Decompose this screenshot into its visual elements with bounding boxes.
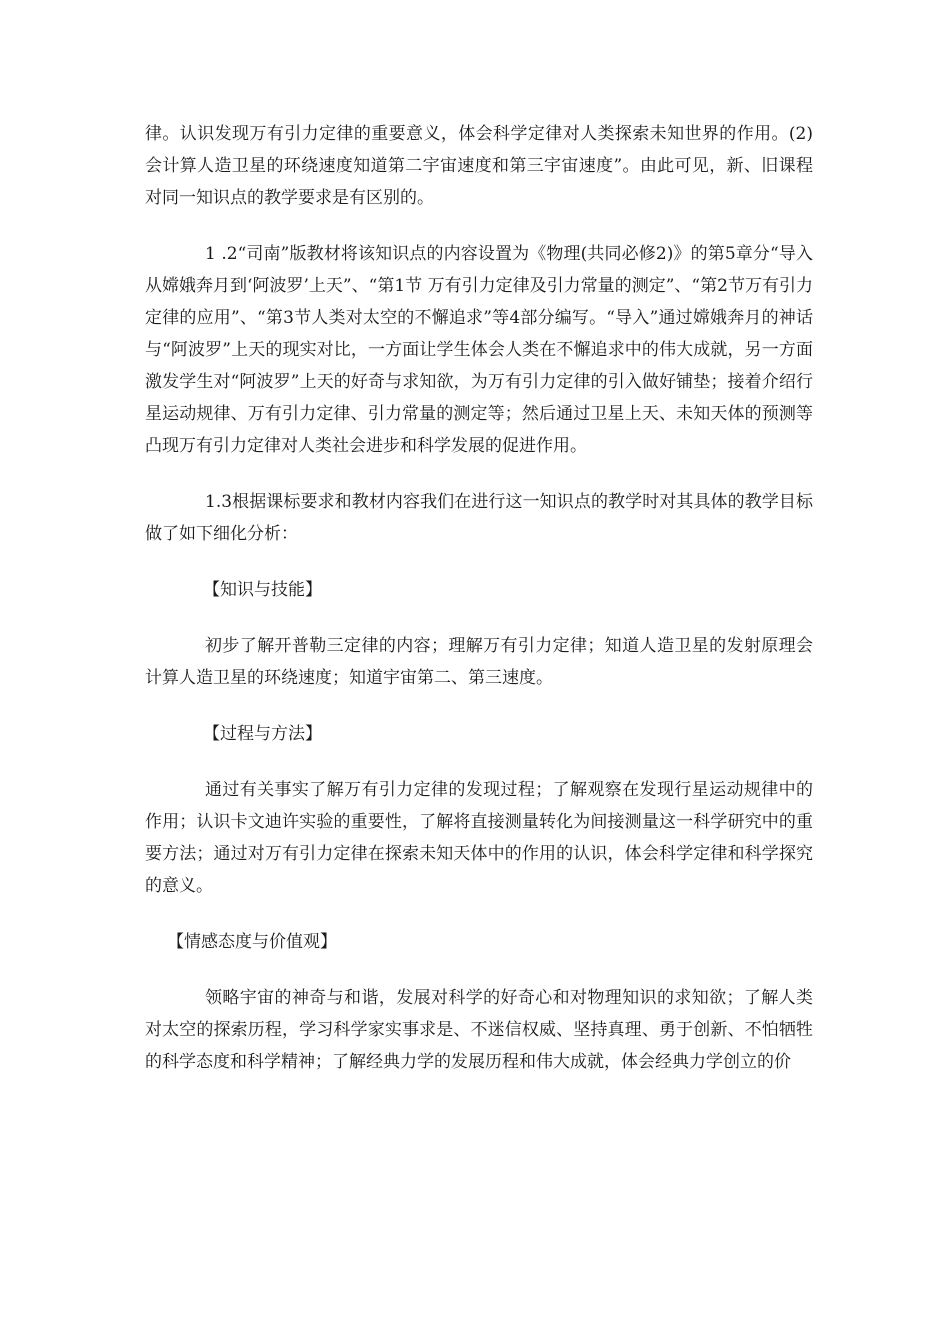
- section-heading-knowledge-skills: 【知识与技能】: [203, 580, 322, 600]
- paragraph-2: 1 .2“司南”版教材将该知识点的内容设置为《物理(共同必修2)》的第5章分“导入从嫦娥奔月到‘阿波罗’上天”、“第1节 万有引力定律及引力常量的测定”、“第2节万有引力定律的应用”、“第3节人类对太空的不懈追求”等4部分编写。“导入”通过嫦娥奔月的神话与“阿波罗”上天的现实对比，一方面让学生体会人类在不懈追求中的伟大成就，另一方面激发学生对“阿波罗”上天的好奇与求知欲，为万有引力定律的引入做好铺垫；接着介绍行星运动规律、万有引力定律、引力常量的测定等；然后通过卫星上天、未知天体的预测等凸现万有引力定律对人类社会进步和科学发展的促进作用。: [145, 244, 813, 456]
- paragraph-1: 律。认识发现万有引力定律的重要意义，体会科学定律对人类探索未知世界的作用。(2)会计算人造卫星的环绕速度知道第二宇宙速度和第三宇宙速度”。由此可见，新、旧课程对同一知识点的教学要求是有区别的。: [145, 124, 813, 208]
- paragraph-5: 通过有关事实了解万有引力定律的发现过程；了解观察在发现行星运动规律中的作用；认识卡文迪许实验的重要性，了解将直接测量转化为间接测量这一科学研究中的重要方法；通过对万有引力定律在探索未知天体中的作用的认识，体会科学定律和科学探究的意义。: [145, 780, 813, 896]
- paragraph-4: 初步了解开普勒三定律的内容；理解万有引力定律；知道人造卫星的发射原理会计算人造卫星的环绕速度；知道宇宙第二、第三速度。: [145, 636, 813, 688]
- paragraph-6: 领略宇宙的神奇与和谐，发展对科学的好奇心和对物理知识的求知欲；了解人类对太空的探索历程，学习科学家实事求是、不迷信权威、坚持真理、勇于创新、不怕牺牲的科学态度和科学精神；了解经典力学的发展历程和伟大成就，体会经典力学创立的价: [145, 988, 813, 1072]
- section-heading-process-method: 【过程与方法】: [203, 724, 322, 744]
- section-heading-emotion-values: 【情感态度与价值观】: [167, 932, 337, 952]
- document-body: [145, 118, 813, 1102]
- paragraph-3: 1.3根据课标要求和教材内容我们在进行这一知识点的教学时对其具体的教学目标做了如下细化分析：: [145, 492, 813, 544]
